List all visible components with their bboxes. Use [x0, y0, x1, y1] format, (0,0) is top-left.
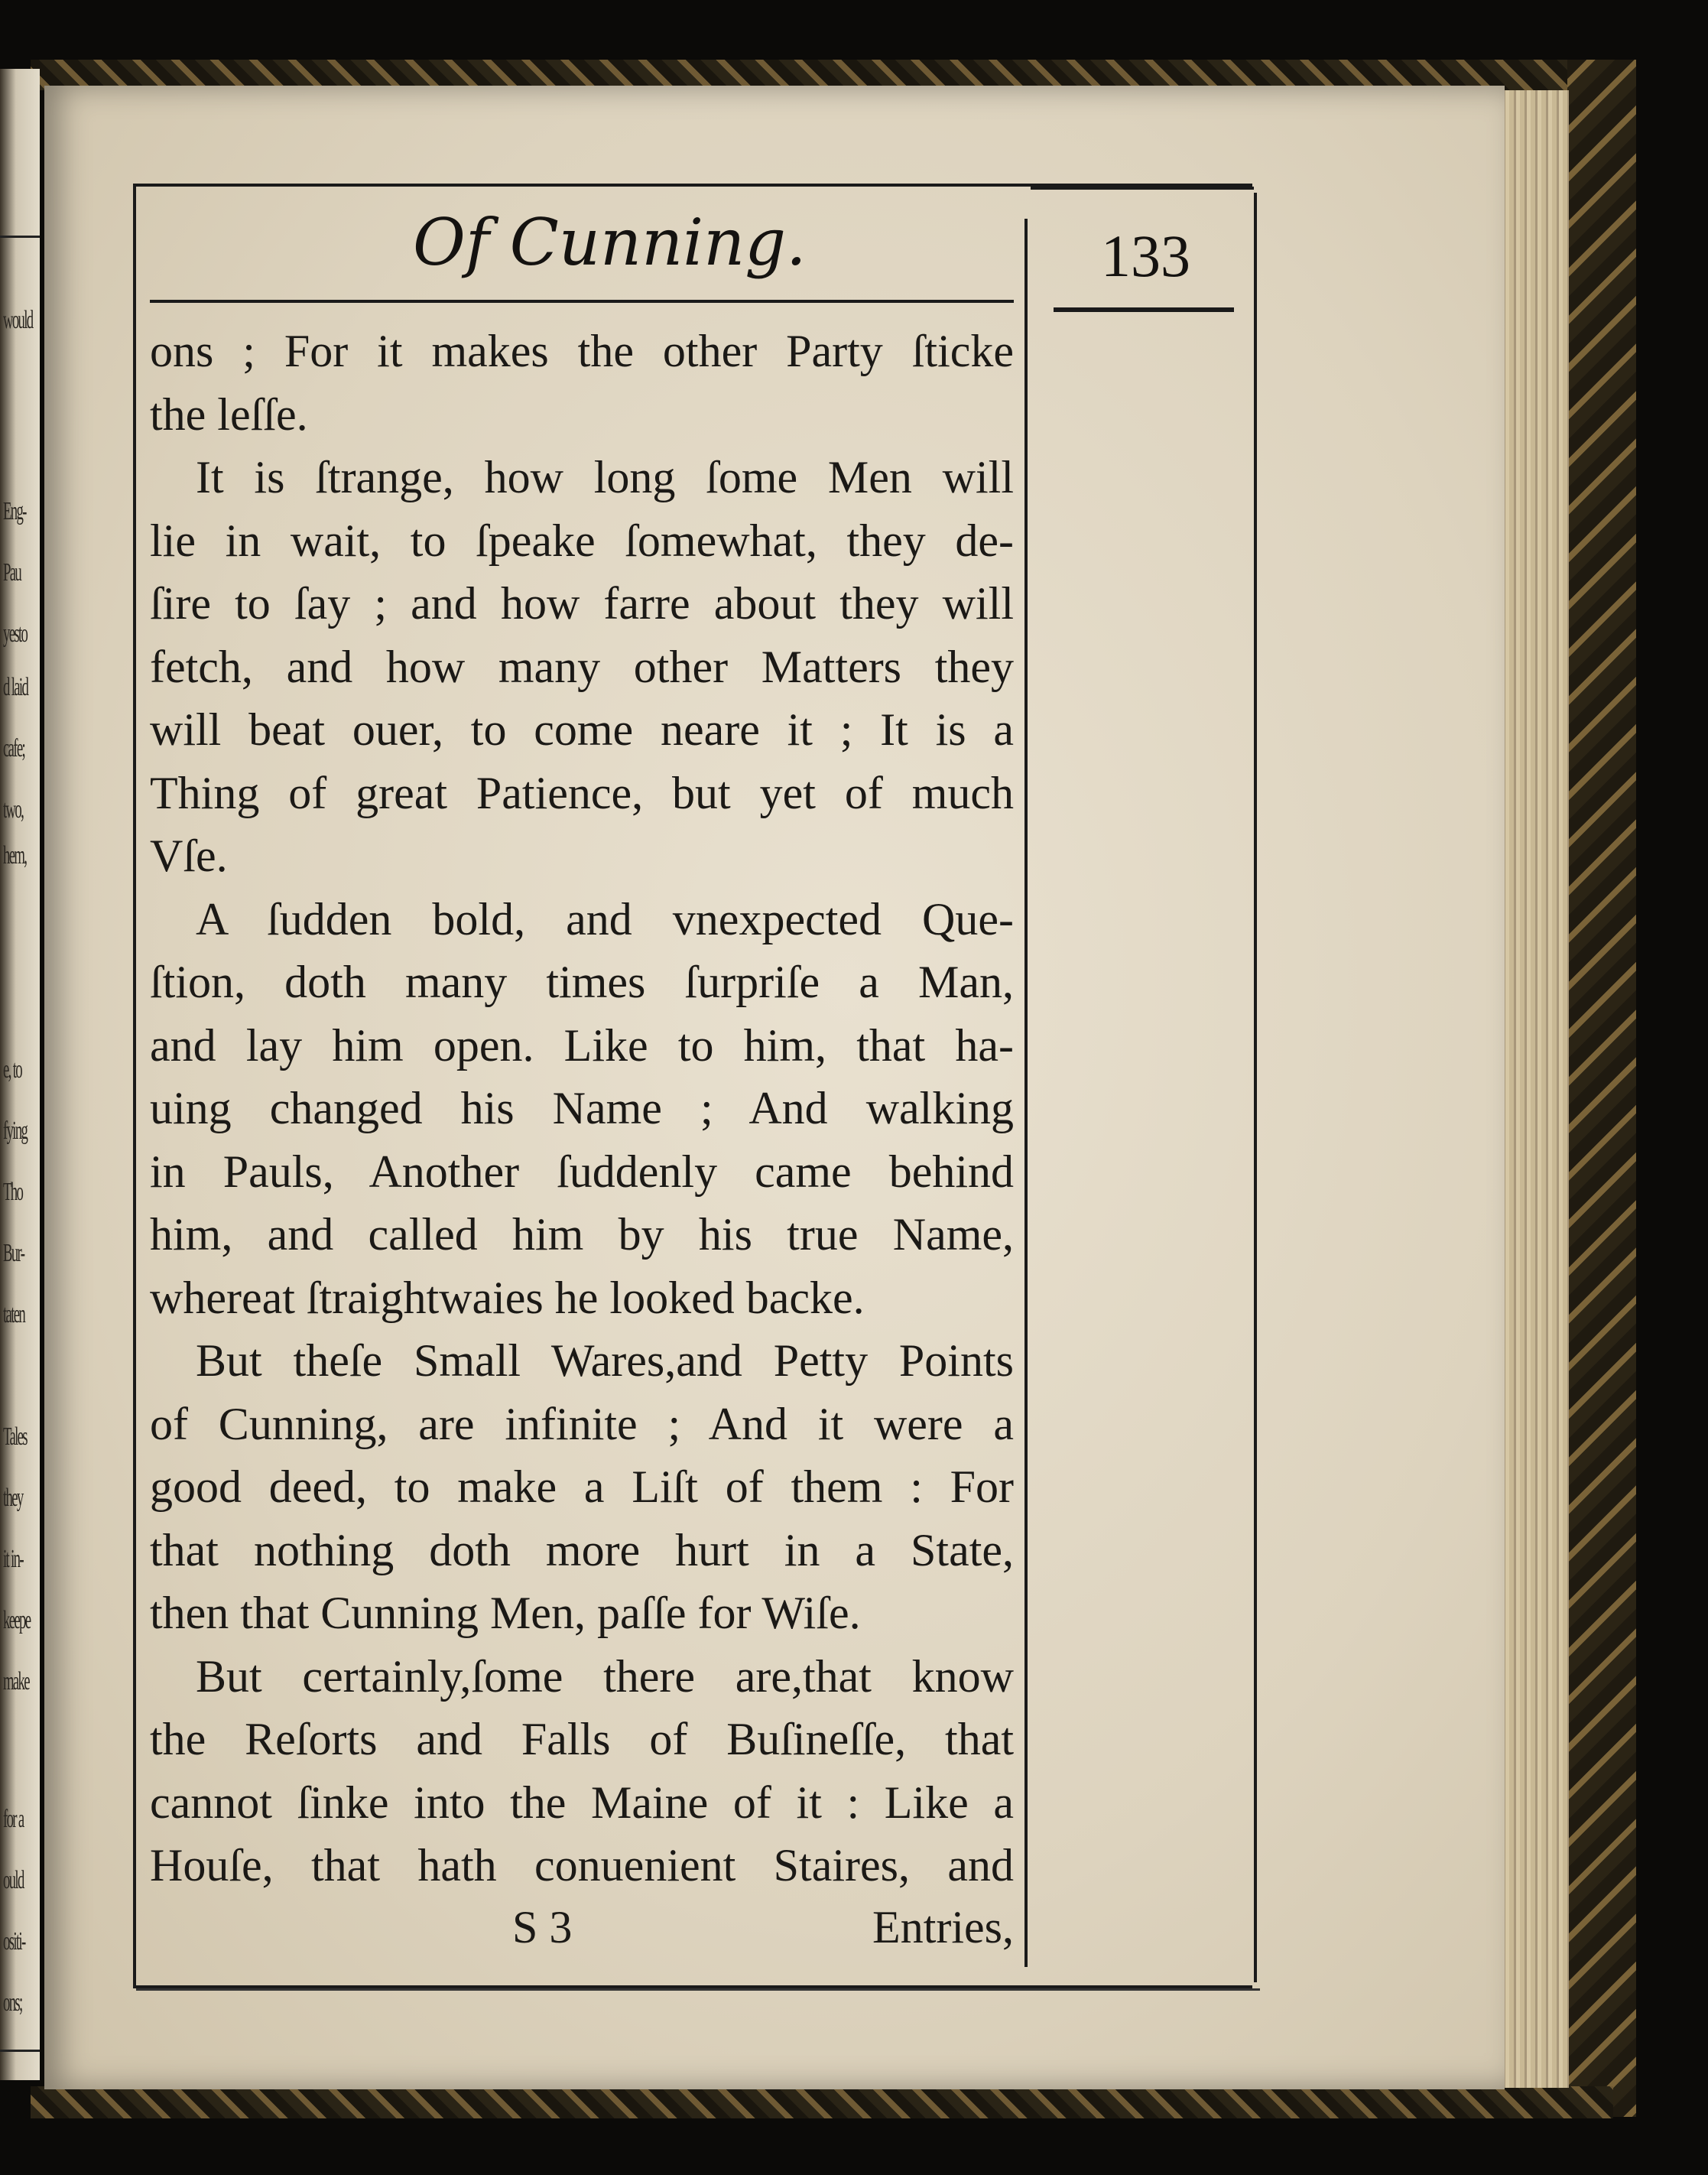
text-line: that nothing doth more hurt in a State,: [150, 1524, 1014, 1575]
page-edges: [1499, 90, 1569, 2088]
text-line: ons ; For it makes the other Party ſticke: [150, 326, 1014, 376]
facing-page-fragment: two,: [3, 795, 24, 824]
text-line: in Pauls, Another ſuddenly came behind: [150, 1146, 1014, 1197]
text-line: will beat ouer, to come neare it ; It is a: [150, 704, 1014, 755]
text-line: him, and called him by his true Name,: [150, 1209, 1014, 1260]
facing-page-fragment: taten: [3, 1300, 25, 1328]
text-line: fetch, and how many other Matters they: [150, 641, 1014, 692]
text-line: the leſſe.: [150, 389, 308, 440]
text-line: A ſudden bold, and vnexpected Que-: [196, 893, 1014, 944]
text-line: then that Cunning Men, paſſe for Wiſe.: [150, 1588, 861, 1638]
text-line: Houſe, that hath conuenient Staires, and: [150, 1840, 1014, 1891]
facing-page-fragment: yesto: [3, 619, 28, 648]
signature-mark: S 3: [512, 1902, 573, 1952]
facing-page-strip: [0, 69, 40, 2080]
facing-page-fragment: ould: [3, 1866, 24, 1894]
text-line: Vſe.: [150, 831, 228, 881]
text-line: ſtion, doth many times ſurpriſe a Man,: [150, 957, 1014, 1007]
gilt-border-bottom: [31, 2086, 1613, 2118]
facing-page-fragment: would: [3, 306, 33, 334]
facing-page-fragment: d laid: [3, 673, 28, 701]
page-number: 133: [1101, 223, 1190, 289]
facing-page-fragment: they: [3, 1484, 23, 1512]
facing-page-fragment: for a: [3, 1805, 24, 1833]
text-line: and lay him open. Like to him, that ha-: [150, 1019, 1014, 1071]
text-line: But theſe Small Wares,and Petty Points: [196, 1335, 1014, 1386]
facing-page-fragment: Pau: [3, 558, 21, 587]
facing-page-fragment: Eng-: [3, 497, 26, 525]
facing-page-fragment: ositi-: [3, 1927, 25, 1956]
frame-bottom-rule: [136, 1988, 1260, 1991]
text-line: uing changed his Name ; And walking: [150, 1083, 1014, 1133]
facing-page-fragment: cafe;: [3, 734, 25, 762]
text-line: of Cunning, are infinite ; And it were a: [150, 1398, 1014, 1449]
facing-page-fragment: keepe: [3, 1606, 31, 1634]
facing-page-fragment: e, to: [3, 1055, 21, 1084]
facing-page-fragment: ons;: [3, 1988, 22, 2017]
text-line: It is ſtrange, how long ſome Men will: [196, 452, 1014, 502]
facing-page-fragment: make: [3, 1667, 29, 1695]
catchword: Entries,: [872, 1902, 1014, 1952]
facing-page-fragment: fying: [3, 1117, 28, 1145]
facing-page-fragment: Tho: [3, 1178, 23, 1206]
outer-frame-rule: [1254, 193, 1257, 1982]
text-line: whereat ſtraightwaies he looked backe.: [150, 1272, 865, 1323]
facing-page-fragment: it in-: [3, 1545, 23, 1573]
header-rule: [150, 300, 1014, 303]
facing-page-fragment: hem,: [3, 841, 27, 870]
text-line: the Reſorts and Falls of Buſineſſe, that: [150, 1714, 1014, 1764]
facing-page-rule: [0, 2050, 40, 2052]
text-line: lie in wait, to ſpeake ſomewhat, they de-: [150, 515, 1014, 566]
facing-page-fragment: Tales: [3, 1422, 27, 1451]
text-line: ſire to ſay ; and how farre about they will: [150, 578, 1014, 629]
text-line: cannot ſinke into the Maine of it : Like a: [150, 1777, 1014, 1828]
text-line: But certainly,ſome there are,that know: [196, 1650, 1014, 1702]
text-line: Thing of great Patience, but yet of much: [150, 767, 1014, 818]
facing-page-rule: [0, 236, 40, 238]
text-line: good deed, to make a Liſt of them : For: [150, 1461, 1014, 1512]
folio-rule: [1054, 307, 1234, 312]
margin-column-rule: [1024, 219, 1028, 1967]
body-text: [150, 320, 1014, 1897]
margin-top-rule: [1031, 187, 1254, 190]
gilt-border-right: [1567, 60, 1636, 2117]
running-head: Of Cunning.: [413, 205, 807, 280]
facing-page-fragment: Bur-: [3, 1239, 24, 1267]
